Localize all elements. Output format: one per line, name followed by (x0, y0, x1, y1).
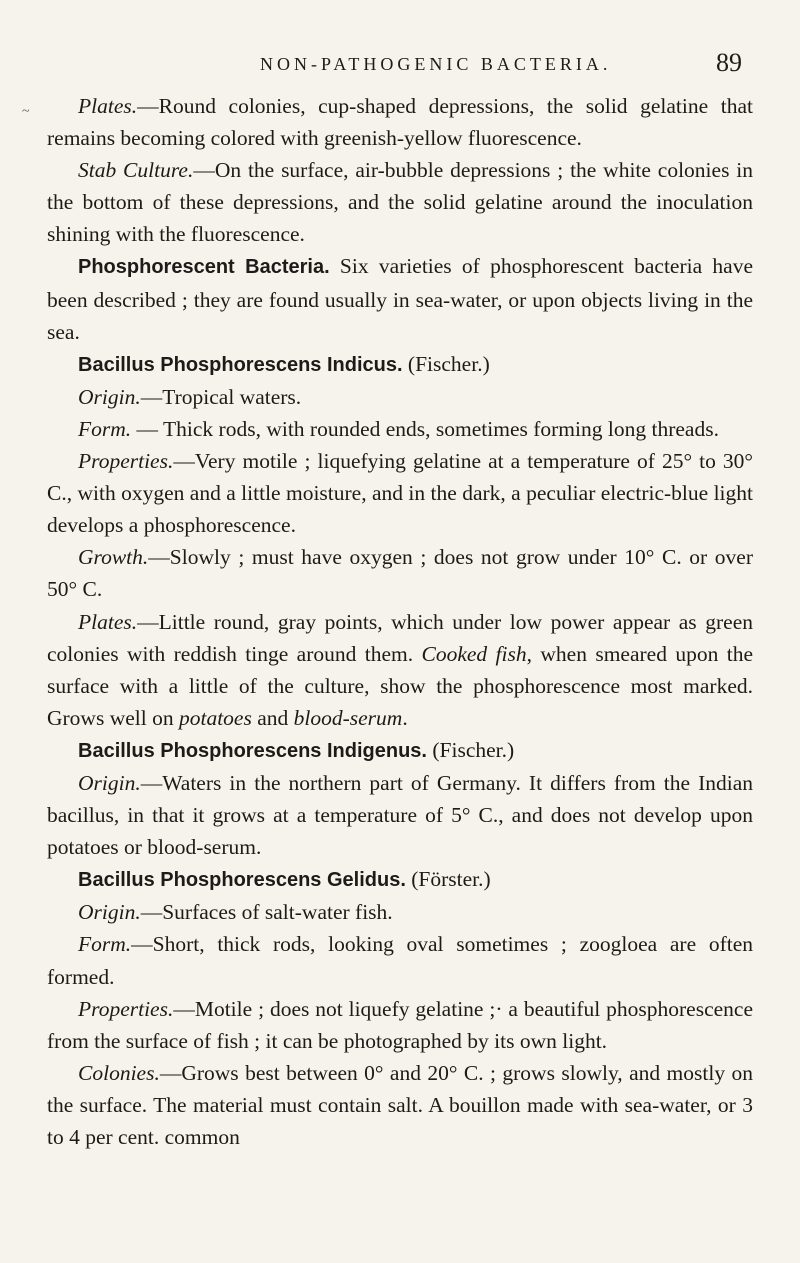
term-cooked-fish: Cooked fish (421, 641, 527, 666)
paragraph-text: —Surfaces of salt-water fish. (140, 900, 393, 925)
term-properties: Properties. (78, 449, 174, 474)
running-head: NON-PATHOGENIC BACTERIA. (260, 54, 612, 74)
paragraph-text: —Motile ; does not liquefy gelatine ;· a beautiful phosphorescence from the surface of fish ; it can be photographed by its own light. (47, 996, 753, 1053)
paragraph-form (47, 413, 753, 445)
species-author: (Fischer.) (426, 737, 515, 762)
paragraph-text: —Short, thick rods, looking oval sometimes ; zoogloea are often formed. (47, 932, 753, 989)
paragraph-text: —Slowly ; must have oxygen ; does not grow under 10° C. or over 50° C. (47, 545, 753, 602)
term-origin: Origin. (78, 384, 141, 409)
margin-mark: ~ (22, 104, 30, 119)
paragraph-text: —On the surface, air-bubble depressions ; the white colonies in the bottom of these depressions, and the solid gelatine around the inoculation shining with the fluorescence. (47, 158, 753, 247)
paragraph-text: —Waters in the northern part of Germany. It differs from the Indian bacillus, in that it grows at a temperature of 5° C., and does not develop upon potatoes or blood-serum. (47, 770, 753, 860)
paragraph-text: —Very motile ; liquefying gelatine at a temperature of 25° to 30° C., with oxygen and a little moisture, and in the dark, a peculiar electric-blue light develops a phosphorescence. (47, 449, 753, 538)
term-origin: Origin. (78, 770, 141, 795)
paragraph-text: Six varieties of phosphorescent bacteria have been described ; they are found usually in sea-water, or upon objects living in the sea. (47, 254, 753, 344)
term-form: Form. (78, 932, 132, 957)
paragraph-origin (47, 381, 753, 413)
term-stab-culture: Stab Culture. (78, 158, 194, 183)
paragraph-stab-culture (47, 154, 753, 250)
species-title: Bacillus Phosphorescens Indigenus. (78, 739, 427, 762)
term-origin: Origin. (78, 900, 141, 925)
species-heading-gelidus (47, 863, 753, 896)
species-author: (Fischer.) (402, 351, 490, 376)
paragraph-text: . (402, 705, 408, 730)
term-blood-serum: blood-serum (293, 705, 403, 730)
paragraph-properties-2 (47, 993, 753, 1057)
paragraph-properties (47, 445, 753, 541)
term-potatoes: potatoes (178, 705, 252, 730)
paragraph-text: , when smeared upon the surface with a little of the culture, show the phosphorescence most marked. Grows well on (47, 641, 753, 730)
paragraph-origin-3 (47, 896, 753, 928)
species-title: Bacillus Phosphorescens Gelidus. (78, 869, 406, 892)
term-plates: Plates. (78, 94, 138, 118)
paragraph-text: —Little round, gray points, which under low power appear as green colonies with reddish tinge around them. (47, 609, 753, 666)
paragraph-text: —Tropical waters. (140, 384, 302, 409)
page-header (0, 48, 800, 88)
species-heading-indicus (47, 348, 753, 381)
page-body (47, 90, 753, 1153)
paragraph-plates (47, 90, 753, 154)
page-number: 89 (716, 48, 742, 77)
term-colonies: Colonies. (78, 1060, 160, 1085)
paragraph-text: — Thick rods, with rounded ends, sometimes forming long threads. (131, 416, 719, 441)
species-author: (Förster.) (405, 867, 491, 892)
paragraph-colonies (47, 1057, 753, 1153)
species-heading-indigenus (47, 734, 753, 767)
paragraph-origin-2 (47, 767, 753, 863)
term-plates: Plates. (78, 609, 138, 634)
term-growth: Growth. (78, 545, 149, 570)
species-title: Bacillus Phosphorescens Indicus. (78, 353, 403, 376)
paragraph-text: and (251, 705, 294, 730)
term-form: Form. (78, 416, 132, 441)
section-heading-phosphorescent-bacteria: Phosphorescent Bacteria. (78, 256, 330, 279)
paragraph-text: —Round colonies, cup-shaped depressions, the solid gelatine that remains becoming colored with greenish-yellow fluorescence. (47, 94, 753, 151)
paragraph-form-2 (47, 928, 753, 992)
paragraph-plates-2 (47, 606, 753, 734)
paragraph-text: —Grows best between 0° and 20° C. ; grows slowly, and mostly on the surface. The material must contain salt. A bouillon made with sea-water, or 3 to 4 per cent. common (47, 1060, 753, 1149)
paragraph-growth (47, 541, 753, 605)
term-properties: Properties. (78, 996, 174, 1021)
paragraph-phosphorescent-bacteria (47, 250, 753, 347)
